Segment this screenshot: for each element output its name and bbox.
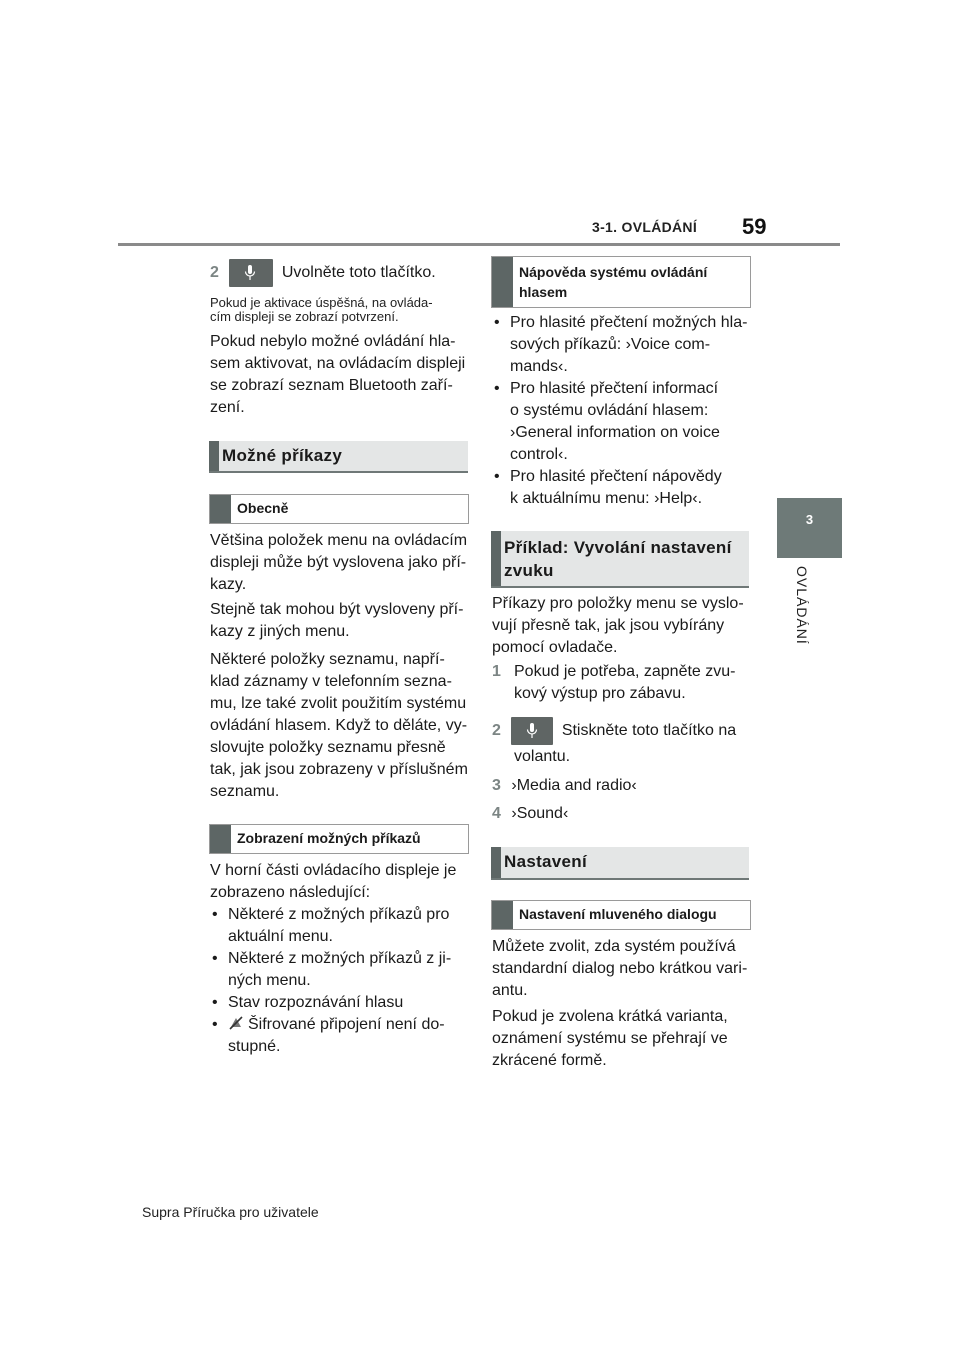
subheading-voice-help: Nápověda systému ovládání hlasem	[491, 256, 751, 308]
chapter-tab	[777, 498, 842, 558]
step-4: 4 ›Sound‹	[492, 805, 569, 822]
paragraph-short-variant: Pokud je zvolena krátká varianta, oznámení systému se přehrají ve zkrácené formě.	[492, 1008, 728, 1069]
step-2-release	[210, 259, 436, 287]
list-item: • Stav rozpoznávání hlasu	[212, 994, 404, 1011]
chapter-label: OVLÁDÁNÍ	[794, 566, 810, 645]
paragraph-menu-items: Většina položek menu na ovládacím displeji může být vyslovena jako pří- kazy.	[210, 532, 468, 593]
list-item: • Některé z možných příkazů pro aktuální menu.	[212, 906, 450, 945]
bullet-list-display	[210, 904, 470, 1058]
footer-title: Supra Příručka pro uživatele	[142, 1204, 319, 1220]
bullet-list-help	[492, 312, 754, 510]
header-rule	[118, 243, 840, 246]
paragraph-display-top: V horní části ovládacího displeje je zobrazeno následující:	[210, 862, 457, 901]
paragraph-other-menus: Stejně tak mohou být vysloveny pří- kazy z jiných menu.	[210, 601, 464, 640]
activation-note: Pokud je aktivace úspěšná, na ovláda- cím displeji se zobrazí potvrzení.	[210, 295, 433, 324]
paragraph-menu-commands: Příkazy pro položky menu se vyslo- vují přesně tak, jak jsou vybírány pomocí ovladače.	[492, 595, 744, 656]
heading-possible-commands: Možné příkazy	[209, 441, 468, 473]
encryption-crossed-icon	[228, 1015, 244, 1031]
heading-example-sound: Příklad: Vyvolání nastavení zvuku	[491, 531, 749, 588]
step-2-press: 2 Stiskněte toto tlačítko na volantu.	[492, 716, 754, 768]
step-3: 3 ›Media and radio‹	[492, 777, 637, 794]
subheading-spoken-dialog: Nastavení mluveného dialogu	[491, 900, 751, 930]
microphone-button-icon	[511, 717, 553, 745]
heading-settings: Nastavení	[491, 847, 749, 880]
list-item: • Některé z možných příkazů z ji- ných menu.	[212, 950, 452, 989]
step-1: 1 Pokud je potřeba, zapněte zvu- kový výstup pro zábavu.	[492, 663, 736, 702]
list-item: • Pro hlasité přečtení informací o systému ovládání hlasem: ›General information on voice control‹.	[494, 380, 720, 463]
step-number: 2	[210, 264, 219, 282]
page-number: 59	[742, 214, 767, 239]
step-text: Uvolněte toto tlačítko.	[281, 264, 436, 282]
paragraph-list-items: Některé položky seznamu, napří- klad záznamy v telefonním sezna- mu, lze také zvolit použitím systému ovládání hlasem. Když to děláte, vy- slovujte položky seznamu přesně tak, jak jsou zobrazeny v příslušném seznamu.	[210, 651, 468, 800]
subheading-general: Obecně	[209, 494, 469, 524]
list-item: • Pro hlasité přečtení možných hla- sových příkazů: ›Voice com- mands‹.	[494, 314, 748, 375]
chapter-number: 3	[805, 512, 814, 527]
paragraph-bluetooth: Pokud nebylo možné ovládání hla- sem aktivovat, na ovládacím displeji se zobrazí seznam Bluetooth zaří- zení.	[210, 333, 466, 416]
list-item: • Šifrované připojení není do- stupné.	[212, 1016, 445, 1055]
list-item: • Pro hlasité přečtení nápovědy k aktuálnímu menu: ›Help‹.	[494, 468, 722, 507]
paragraph-dialog-choice: Můžete zvolit, zda systém používá standardní dialog nebo krátkou vari- antu.	[492, 938, 748, 999]
section-title: 3-1. OVLÁDÁNÍ	[592, 219, 698, 235]
microphone-button-icon	[229, 259, 273, 287]
subheading-display-commands: Zobrazení možných příkazů	[209, 824, 469, 854]
